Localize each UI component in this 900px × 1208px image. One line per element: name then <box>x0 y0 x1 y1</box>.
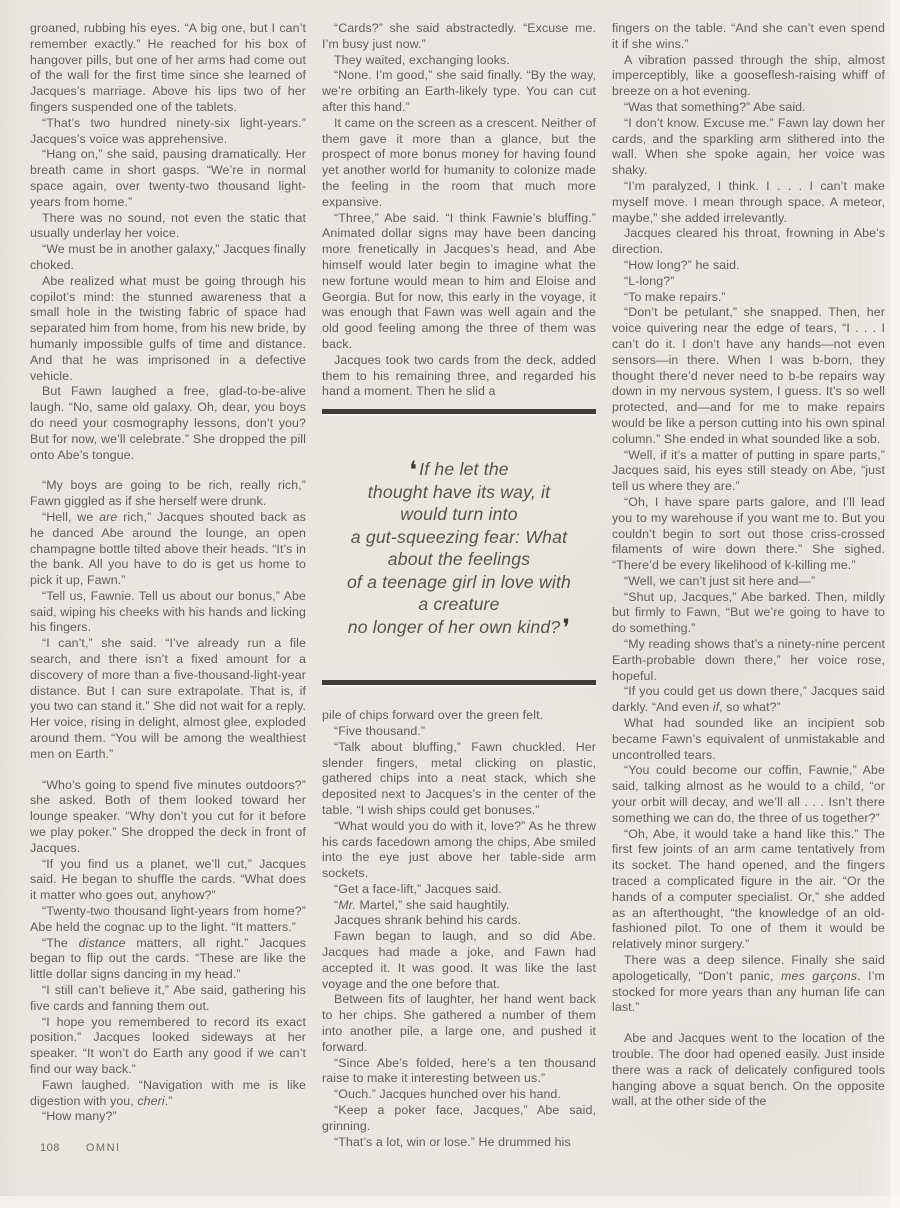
pull-quote-line: ❛ If he let the <box>409 456 509 485</box>
paragraph: “That’s two hundred ninety-six light-years.” Jacques’s voice was apprehensive. <box>30 115 306 146</box>
paragraph: Abe and Jacques went to the location of the trouble. The door had opened easily. Just inside there was a rack of delicately configured tools hanging above a squat bench. On the opposite wall, at the other side of the <box>612 1031 885 1109</box>
paragraph: Fawn began to laugh, and so did Abe. Jacques had made a joke, and Fawn had accepted it. It was good. It was like the last voyage and the one before that. <box>322 929 596 991</box>
pull-quote <box>322 409 596 685</box>
paragraph: Between fits of laughter, her hand went back to her chips. She gathered a number of them into another pile, a large one, and pushed it forward. <box>322 992 596 1054</box>
pull-quote-text <box>322 456 596 642</box>
paragraph: “None. I’m good,” she said finally. “By the way, we’re orbiting an Earth-likely type. You can cut after this hand.” <box>322 68 596 114</box>
paragraph: “My boys are going to be rich, really rich,” Fawn giggled as if she herself were drunk. <box>30 478 306 509</box>
paragraph: Jacques took two cards from the deck, added them to his remaining three, and regarded his hand a moment. Then he slid a <box>322 352 596 399</box>
paragraph: “I still can’t believe it,” Abe said, gathering his five cards and fanning them out. <box>30 983 306 1013</box>
column-2-upper-text <box>322 21 596 400</box>
pull-quote-line: about the feelings <box>387 549 531 570</box>
pull-quote-line: a creature <box>418 594 500 615</box>
paragraph: “If you find us a planet, we’ll cut,” Jacques said. He began to shuffle the cards. “What does it matter who goes out, anyhow?” <box>30 856 306 903</box>
paragraph: “Oh, I have spare parts galore, and I’ll lead you to my warehouse if you want me to. But you couldn’t begin to sort out those criss-crossed filaments of wire down there.” She sighed. “There’d be every likelihood of k-killing me.” <box>612 494 885 573</box>
pull-quote-line: a gut-squeezing fear: What <box>350 526 568 547</box>
magazine-name: OMNI <box>85 1142 121 1154</box>
page-footer <box>40 1142 121 1154</box>
paragraph: “Talk about bluffing,” Fawn chuckled. Her slender fingers, metal clicking on plastic, gathered chips into a neat stack, which she deposited next to Jacques’s in the center of the table. “I wish ships could get bonuses.” <box>322 739 596 817</box>
paragraph: “Hell, we are rich,” Jacques shouted back as he danced Abe around the lounge, an open champagne bottle tilted above their heads. “It’s in the bank. All you have to do is get us home to pick it up, Fawn.” <box>30 509 306 588</box>
paragraph: “What would you do with it, love?” As he threw his cards facedown among the chips, Abe smiled into the eye just above her table-side arm sockets. <box>322 818 596 881</box>
paragraph: “I hope you remembered to record its exact position.” Jacques looked sideways at her speaker. “It won’t do Earth any good if we can’t find our way back.” <box>30 1014 306 1076</box>
paragraph: “My reading shows that’s a ninety-nine percent Earth-probable down there,” her voice rose, hopeful. <box>612 637 885 683</box>
paragraph: “Well, if it’s a matter of putting in spare parts,” Jacques said, his eyes still steady on Abe, “just tell us where they are.” <box>612 447 885 494</box>
paragraph: But Fawn laughed a free, glad-to-be-alive laugh. “No, same old galaxy. Oh, dear, you boys do need your cosmography lessons, don’t you? But for now, we’ll celebrate.” She dropped the pill onto Abe’s tongue. <box>30 384 306 462</box>
paragraph: “Keep a poker face, Jacques,” Abe said, grinning. <box>322 1103 596 1133</box>
paragraph: Fawn laughed. “Navigation with me is like digestion with you, cheri.” <box>30 1077 306 1108</box>
pull-quote-bottom-rule <box>322 680 596 685</box>
paragraph: “You could become our coffin, Fawnie,” Abe said, talking almost as he would to a child, “or your orbit will decay, and we’ll all . . . Isn’t there something we can do, the three of us together?” <box>612 763 885 825</box>
paragraph: “Three,” Abe said. “I think Fawnie’s bluffing.” Animated dollar signs may have been dancing more frenetically in Jacques’s head, and Abe himself would later begin to imagine what the new fortune would mean to him and Eloise and Georgia. But for now, this early in the voyage, it was enough that Fawn was well again and the old good feeling among the three of them was back. <box>322 210 596 351</box>
paragraph: “Was that something?” Abe said. <box>624 99 806 114</box>
paragraph: “Ouch.” Jacques hunched over his hand. <box>334 1087 561 1102</box>
paragraph: groaned, rubbing his eyes. “A big one, but I can’t remember exactly.” He reached for his box of hangover pills, but one of her arms had come out of the wall for the first time since she learned of Jacques’s marriage. Above his lips two of her fingers suspended one of the tablets. <box>30 21 306 114</box>
pull-quote-line: of a teenage girl in love with <box>346 571 572 592</box>
column-2 <box>322 21 596 1150</box>
paragraph: “Get a face-lift,” Jacques said. <box>334 881 502 896</box>
paragraph: Jacques shrank behind his cards. <box>334 913 522 928</box>
column-1 <box>30 21 306 1125</box>
paragraph: “Five thousand.” <box>334 723 426 738</box>
paragraph: “To make repairs.” <box>624 289 726 304</box>
paragraph: “Cards?” she said abstractedly. “Excuse me. I’m busy just now.” <box>322 21 596 51</box>
paragraph: “I’m paralyzed, I think. I . . . I can’t make myself move. I mean through space. A meteor, maybe,” she added irrelevantly. <box>612 178 885 225</box>
paragraph: “The distance matters, all right.” Jacques began to flip out the cards. “These are like the little dollar signs dancing in my head.” <box>30 935 306 982</box>
column-3 <box>612 21 885 1110</box>
paragraph: “I don’t know. Excuse me.” Fawn lay down her cards, and the sparkling arm slithered into the wall. When she spoke again, her voice was shaky. <box>612 115 885 178</box>
paragraph: They waited, exchanging looks. <box>334 52 510 67</box>
paragraph: “L-long?” <box>624 273 675 288</box>
pull-quote-line: would turn into <box>400 504 518 525</box>
paragraph: Jacques cleared his throat, frowning in Abe’s direction. <box>612 226 885 257</box>
paragraph: “Who’s going to spend five minutes outdoors?” she asked. Both of them looked toward her lounge speaker. “Why don’t you cut for it before we play poker.” She dropped the deck in front of Jacques. <box>30 777 306 855</box>
column-2-lower-text <box>322 708 596 1150</box>
paragraph: “Tell us, Fawnie. Tell us about our bonus,” Abe said, wiping his cheeks with his hands and licking his fingers. <box>30 588 306 635</box>
scan-edge-bottom <box>0 1196 900 1208</box>
paragraph: There was no sound, not even the static that usually underlay her voice. <box>30 210 306 241</box>
paragraph: fingers on the table. “And she can’t even spend it if she wins.” <box>612 21 885 51</box>
page-number: 108 <box>40 1142 60 1154</box>
paragraph: “How long?” he said. <box>624 257 740 272</box>
paragraph: “Well, we can’t just sit here and—” <box>624 573 816 588</box>
open-quote-ornament-icon: ❛ <box>409 456 418 485</box>
paragraph: “Don’t be petulant,” she snapped. Then, her voice quivering near the edge of tears, “I . . . I can’t do it. I don’t have any hands—not even sensors—in there. When I was b-born, they thought there’d never need to b-be repairs way down in my nervous system, I guess. It’s so well protected, and—and for me to make repairs would be like a person cutting into his own spinal column.” She ended in what sounded like a sob. <box>612 305 885 446</box>
paragraph: “I can’t,” she said. “I’ve already run a file search, and there isn’t a fixed amount for a discovery of more than a five-thousand-light-year distance. But I can sure extrapolate. That is, if you two can stand it.” She did not wait for a reply. Her voice, rising in delight, almost glee, exploded around them. “You will be among the wealthiest men on Earth.” <box>30 636 306 761</box>
pull-quote-top-rule <box>322 409 596 414</box>
paragraph: pile of chips forward over the green felt. <box>322 708 544 723</box>
pull-quote-line: thought have its way, it <box>367 481 551 502</box>
pull-quote-line: no longer of her own kind?❜ <box>347 613 571 642</box>
paragraph: “If you could get us down there,” Jacques said darkly. “And even if, so what?” <box>612 684 885 715</box>
paragraph: What had sounded like an incipient sob became Fawn’s equivalent of unmistakable and uncontrolled tears. <box>612 716 885 762</box>
paragraph: “That’s a lot, win or lose.” He drummed his <box>334 1134 571 1149</box>
paragraph: Abe realized what must be going through his copilot’s mind: the stunned awareness that a small hole in the twisting fabric of space had separated him from home, from his new bride, by humanly impossible gulfs of time and distance. And that he was imprisoned in a defective vehicle. <box>30 273 306 383</box>
paragraph: “Shut up, Jacques,” Abe barked. Then, mildly but firmly to Fawn, “But we’re going to have to do something.” <box>612 589 885 636</box>
paragraph: A vibration passed through the ship, almost imperceptibly, like a gooseflesh-raising whiff of breeze on a hot evening. <box>612 52 885 99</box>
close-quote-ornament-icon: ❜ <box>562 613 571 642</box>
paragraph: “Oh, Abe, it would take a hand like this.” The first few joints of an arm came tentatively from its socket. The hand opened, and the fingers traced a complicated figure in the air. “Or the hands of a computer specialist. Or,” she added as an afterthought, “the knowledge of an old-fashioned pilot. To one of them it would be relatively minor surgery.” <box>612 826 885 952</box>
paragraph: “Hang on,” she said, pausing dramatically. Her breath came in short gasps. “We’re in normal space again, over twenty-two thousand light-years from home.” <box>30 147 306 209</box>
paragraph: There was a deep silence. Finally she said apologetically, “Don’t panic, mes garçons. I’m stocked for more years than any human life can last.” <box>612 953 885 1015</box>
paragraph: “Twenty-two thousand light-years from home?” Abe held the cognac up to the light. “It matters.” <box>30 904 306 934</box>
paragraph: “We must be in another galaxy,” Jacques finally choked. <box>30 242 306 272</box>
scan-edge-right <box>890 0 900 1208</box>
paragraph: “Since Abe’s folded, here’s a ten thousand raise to make it interesting between us.” <box>322 1055 596 1086</box>
paragraph: “How many?” <box>42 1109 117 1124</box>
paragraph: It came on the screen as a crescent. Neither of them gave it more than a glance, but the prospect of more bonus money for having found yet another world for humanity to colonize made the feeling in the room that much more expansive. <box>322 115 596 209</box>
paragraph: “Mr. Martel,” she said haughtily. <box>334 897 510 912</box>
